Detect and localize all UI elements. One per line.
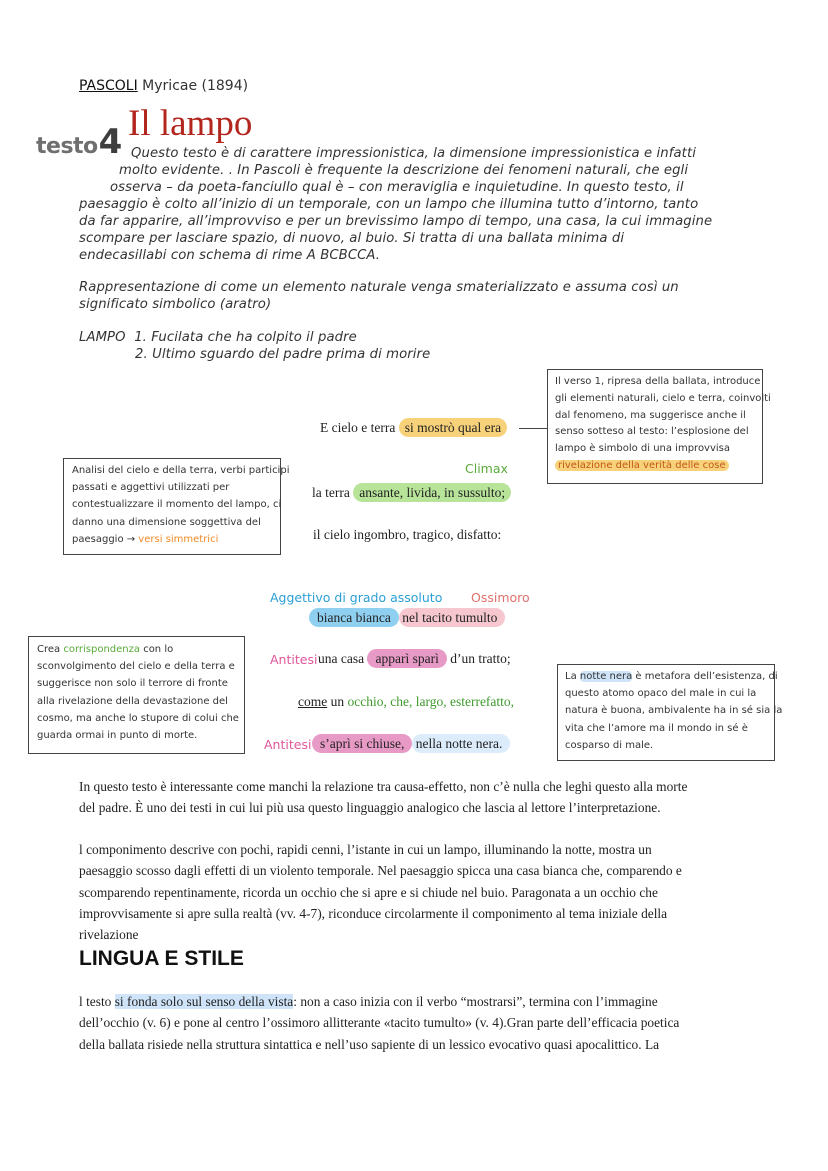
poem-text: una casa [318,651,368,666]
intro-paragraph [79,145,769,264]
notte-nera-highlight: notte nera [579,671,633,682]
poem-text: d’un tratto; [446,651,511,666]
antitesi-label-2: Antitesi [264,737,312,752]
representation-line: significato simbolico (aratro) [79,297,272,312]
body-line: della ballata risiede nella struttura sintattica e nell’uso sapiente di un lessico evocativo quasi apocalittico. La [79,1036,660,1052]
body-line: dell’occhio (v. 6) e pone al centro l’ossimoro allitterante «tacito tumulto» (v. 4).Gran parte dell’efficacia poetica [79,1015,680,1031]
note-line: lampo è simbolo di una improvvisa [555,443,731,455]
lampo-note-1: 1. Fucilata che ha colpito il padre [134,330,357,345]
poem-line-3: il cielo ingombro, tragico, disfatto: [313,527,502,542]
note-line: guarda ormai in punto di morte. [37,730,198,742]
poem-line-4 [309,610,505,626]
note-highlight: rivelazione della verità delle cose [555,460,729,471]
note-text: paesaggio → [72,533,139,545]
connector-line [519,428,547,429]
note-text: è metafora dell’esistenza, di [632,671,778,682]
note-text: La [565,671,580,682]
highlight-bianca-bianca: bianca bianca [309,608,399,627]
lampo-notes [79,329,579,363]
ossimoro-label: Ossimoro [471,590,530,605]
note-line: gli elementi naturali, cielo e terra, coinvolti [555,392,771,404]
body-line: improvvisamente si apre sulla realtà (vv. 4-7), riconduce circolarmente il componimento al tema iniziale della [79,905,668,921]
poem-text: la terra [312,485,354,500]
note-line: dal fenomeno, ma suggerisce anche il [555,409,746,421]
note-line: cosparso di male. [565,739,654,751]
highlight-appari-spari: apparì sparì [367,649,446,668]
highlight-apri-chiuse: s’aprì si chiuse, [312,734,412,753]
body-paragraph-3 [79,991,779,1055]
lampo-note-2: 2. Ultimo sguardo del padre prima di morire [135,347,431,362]
work: Myricae (1894) [137,78,249,94]
highlight-tacito-tumulto: nel tacito tumulto [399,608,506,627]
author-line [79,78,248,94]
badge-word: testo [36,134,98,159]
note-line: passati e aggettivi utilizzati per [72,482,230,494]
body-line: In questo testo è interessante come manchi la relazione tra causa-effetto, non c’è nulla che leghi questo alla morte [79,779,688,794]
author: PASCOLI [79,78,138,94]
poem-line-2 [312,485,511,501]
note-line: suggerisce non solo il terrore di fronte [37,678,228,690]
intro-line: scompare per lasciare spazio, di nuovo, al buio. Si tratta di una ballata minima di [79,231,625,246]
body-text: : non a caso inizia con il verbo “mostrarsi”, termina con l’immagine [293,994,658,1009]
intro-line: paesaggio è colto all’inizio di un temporale, con un lampo che illumina tutto d’intorno, tanto [79,197,699,212]
body-text: l testo [79,994,115,1009]
note-line: contestualizzare il momento del lampo, ci [72,499,282,511]
note-box-analysis [63,458,290,555]
note-box-notte-nera [557,664,783,761]
poem-line-5 [318,651,511,667]
note-line: questo atomo opaco del male in cui la [565,688,757,700]
intro-line: Questo testo è di carattere impressionistica, la dimensione impressionistica e infatti [131,146,696,161]
body-line: paesaggio scosso dagli effetti di un violento temporale. Nel paesaggio spicca una casa bianca che, comparendo e [79,863,682,879]
representation-paragraph [79,279,779,313]
representation-line: Rappresentazione di come un elemento naturale venga smaterializzato e assuma così un [79,280,679,295]
corrispondenza: corrispondenza [63,644,141,655]
versi-simmetrici: versi simmetrici [138,533,219,545]
intro-line: da far apparire, all’improvviso e per un brevissimo lampo di tempo, una casa, la cui immagine [79,214,713,229]
aggettivo-label: Aggettivo di grado assoluto [270,590,443,605]
intro-line: osserva – da poeta-fanciullo qual è – con meraviglia e inquietudine. In questo testo, il [110,180,684,195]
note-text: con lo [140,644,174,655]
come-word: come [298,694,328,709]
highlight-senso-vista: si fonda solo sul senso della vista [114,994,294,1009]
poem-text: un [327,694,348,709]
note-line: natura è buona, ambivalente ha in sé sia la [565,705,783,717]
note-line: cosmo, ma anche lo stupore di colui che [37,712,239,724]
intro-line: molto evidente. . In Pascoli è frequente la descrizione dei fenomeni naturali, che egli [119,163,689,178]
note-line: sconvolgimento del cielo e della terra e [37,661,235,673]
poem-text: E cielo e terra [320,420,399,435]
intro-line: endecasillabi con schema di rime A BCBCCA. [79,248,381,263]
poem-line-7 [312,736,510,752]
body-line: rivelazione [79,927,139,943]
badge-number: 4 [98,122,123,162]
antitesi-label-1: Antitesi [270,652,318,667]
note-line: Il verso 1, ripresa della ballata, introduce [555,376,761,387]
note-line: alla rivelazione della devastazione del [37,695,228,707]
highlight-ansante: ansante, livida, in sussulto; [353,483,511,502]
climax-label: Climax [465,461,508,476]
note-line: vita che l’amore ma il mondo in sé è [565,722,748,734]
note-line: senso sotteso al testo: l’esplosione del [555,426,749,438]
note-box-verse1 [547,369,771,484]
green-text-occhio: occhio, che, largo, esterrefatto, [347,694,515,709]
highlight-notte-nera: nella notte nera. [412,734,510,753]
body-line: scomparendo repentinamente, ricorda un occhio che si apre e si chiude nel buio. Paragonata a un occhio che [79,884,658,900]
note-box-corrispondenza [28,636,245,754]
body-paragraph-2 [79,839,779,945]
page-title: Il lampo [128,103,253,144]
section-heading: LINGUA E STILE [79,947,244,970]
body-paragraph-1 [79,776,779,819]
poem-line-1 [320,420,507,436]
note-line: danno una dimensione soggettiva del [72,516,261,528]
body-line: del padre. È uno dei testi in cui lui più usa questo linguaggio analogico che lascia al lettore l’interpretazione. [79,800,661,816]
highlight-si-mostro: si mostrò qual era [399,418,507,437]
poem-line-6 [298,694,514,710]
note-text: Crea [37,644,64,655]
lampo-label: LAMPO [79,330,126,345]
note-line: Analisi del cielo e della terra, verbi participi [72,465,290,476]
body-line: l componimento descrive con pochi, rapidi cenni, l’istante in cui un lampo, illuminando la notte, mostra un [79,842,652,857]
